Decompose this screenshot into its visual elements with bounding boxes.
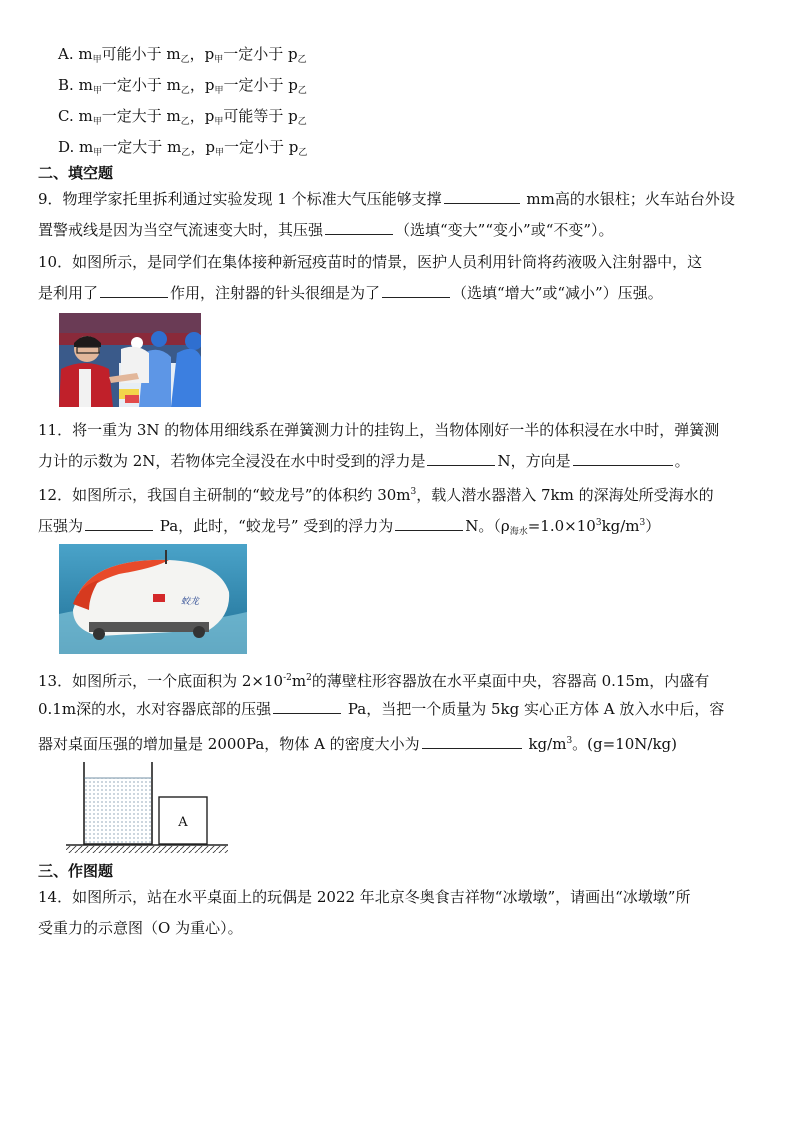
option-d: D. $m_甲$一定大于 $m_乙$，$p_甲$一定小于 $p_乙$ [58, 138, 308, 158]
answer-blank[interactable] [427, 451, 495, 466]
option-b: B. $m_甲$一定小于 $m_乙$，$p_甲$一定小于 $p_乙$ [58, 76, 307, 96]
question-14-line-2: 受重力的示意图（O 为重心）。 [38, 919, 243, 937]
question-13-line-1: 13．如图所示，一个底面积为 $2\times 10^{-2}m^2$的薄壁柱形容器放在水平桌面中央，容器高 0.15m，内盛有 [38, 672, 710, 690]
block-a-label: A [178, 815, 188, 830]
question-10-line-2: 是利用了 作用，注射器的针头很细是为了 （选填“增大”或“减小”）压强。 [38, 284, 663, 302]
answer-blank[interactable] [382, 283, 450, 298]
answer-blank[interactable] [422, 734, 522, 749]
question-13-line-3: 器对桌面压强的增加量是 2000Pa，物体 A 的密度大小为 $kg/m^3$。(g=10N/kg) [38, 735, 678, 753]
answer-blank[interactable] [395, 516, 463, 531]
question-11-line-2: 力计的示数为 2N，若物体完全浸没在水中时受到的浮力是 N，方向是 。 [38, 452, 690, 470]
answer-blank[interactable] [444, 189, 520, 204]
question-11-line-1: 11．将一重为 3N 的物体用细线系在弹簧测力计的挂钩上，当物体刚好一半的体积浸在水中时，弹簧测 [38, 421, 720, 439]
section-heading-drawing: 三、作图题 [38, 862, 114, 880]
question-10-line-1: 10．如图所示，是同学们在集体接种新冠疫苗时的情景，医护人员利用针筒将药液吸入注射器中，这 [38, 253, 703, 271]
answer-blank[interactable] [85, 516, 153, 531]
water [85, 778, 151, 844]
question-9-line-2: 置警戒线是因为当空气流速变大时，其压强 （选填“变大”“变小”或“不变”）。 [38, 221, 614, 239]
question-12-line-1: 12．如图所示，我国自主研制的“蛟龙号”的体积约 $30m^3$，载人潜水器潜入 7km 的深海处所受海水的 [38, 486, 714, 504]
answer-blank[interactable] [273, 699, 341, 714]
question-9-line-1: 9．物理学家托里拆利通过实验发现 1 个标准大气压能够支撑 mm高的水银柱；火车站台外设 [38, 190, 735, 208]
section-heading-fill-blank: 二、填空题 [38, 164, 114, 182]
submersible-photo [59, 544, 247, 654]
svg-text:蛟龙: 蛟龙 [181, 597, 200, 607]
option-a: A. $m_甲$可能小于 $m_乙$，$p_甲$一定小于 $p_乙$ [58, 45, 307, 65]
answer-blank[interactable] [325, 220, 393, 235]
vaccination-photo [59, 313, 201, 407]
question-13-line-2: 0.1m深的水，水对容器底部的压强 Pa，当把一个质量为 5kg 实心正方体 A 放入水中后，容 [38, 700, 725, 718]
container-diagram [60, 760, 232, 856]
question-14-line-1: 14．如图所示，站在水平桌面上的玩偶是 2022 年北京冬奥食吉祥物“冰墩墩”，请画出“冰墩墩”所 [38, 888, 691, 906]
question-12-line-2: 压强为 Pa，此时，“蛟龙号” 受到的浮力为 N。$(\rho_{海水}=1.0\times 10^3kg/m^3)$ [38, 517, 661, 537]
answer-blank[interactable] [100, 283, 168, 298]
option-c: C. $m_甲$一定大于 $m_乙$，$p_甲$可能等于 $p_乙$ [58, 107, 307, 127]
answer-blank[interactable] [573, 451, 673, 466]
